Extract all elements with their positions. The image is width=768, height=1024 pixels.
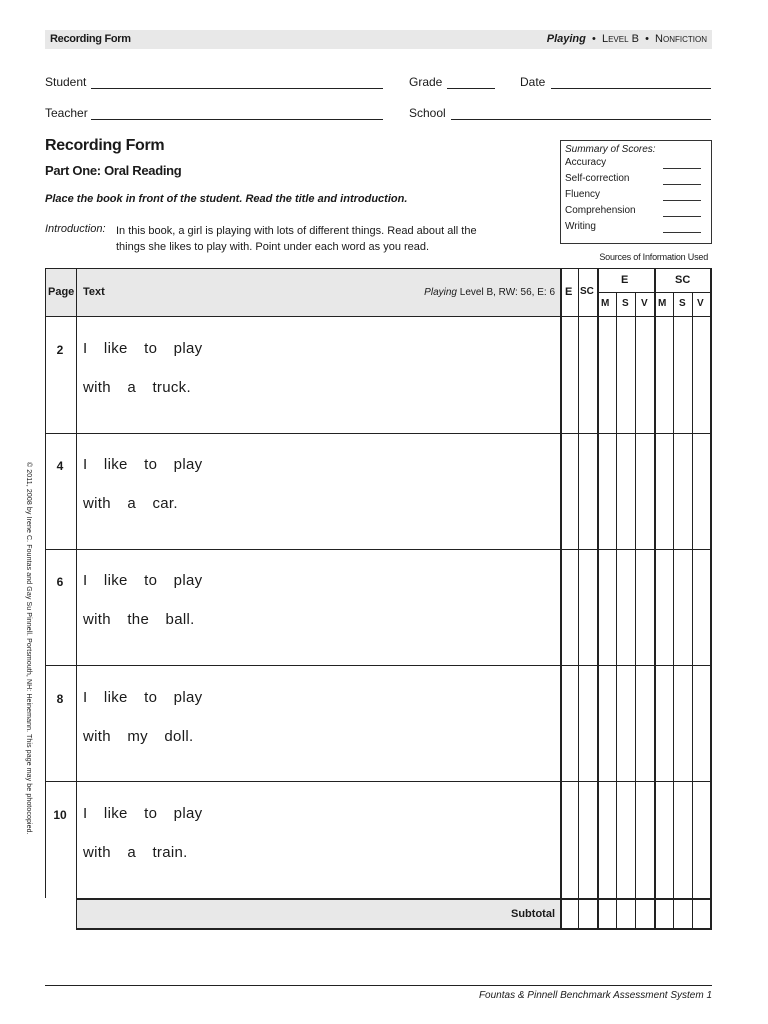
summary-row-accuracy[interactable] [565,157,707,173]
banner-genre: Nonfiction [655,33,707,45]
row-text-line: I like to play [83,340,203,357]
summary-blank[interactable] [663,216,701,217]
table-book-info [424,287,555,298]
row-page-number: 8 [56,692,64,706]
grid-line [654,268,656,929]
grid-line [45,781,712,782]
row-page-number: 4 [56,459,64,473]
summary-blank[interactable] [663,232,701,233]
row-page-number: 6 [56,575,64,589]
row-text-line: I like to play [83,572,203,589]
row-text-line: I like to play [83,805,203,822]
summary-blank[interactable] [663,184,701,185]
summary-row-writing[interactable] [565,221,707,237]
page-title: Recording Form [45,137,165,154]
row-text-line: I like to play [83,456,203,473]
grid-line [45,316,712,317]
subtotal-background [76,898,560,929]
footer-text: Fountas & Pinnell Benchmark Assessment System 1 [478,990,712,1001]
grid-line [578,268,579,929]
introduction-text: In this book, a girl is playing with lots of different things. Read about all the things she likes to play with. Point under each word as you read. [116,225,477,253]
instruction-text: Place the book in front of the student. Read the title and introduction. [45,193,408,205]
msv-header-s: S [679,298,686,309]
student-label: Student [45,75,87,89]
col-header-e: E [565,286,573,298]
grid-line [692,292,693,929]
table-book-details: Level B, RW: 56, E: 6 [459,287,555,298]
grid-line [710,268,712,929]
footer-divider [45,985,712,986]
col-header-page: Page [48,286,75,298]
summary-row-fluency[interactable] [565,189,707,205]
teacher-field[interactable] [91,106,383,120]
student-grade-date-row [45,75,712,93]
banner-book-info [547,33,707,45]
banner-book-title: Playing [546,33,586,45]
grid-line [673,292,674,929]
date-field[interactable] [551,75,711,89]
date-label: Date [520,75,546,89]
grid-line [616,292,617,929]
grid-line [45,549,712,550]
grid-line [45,665,712,666]
summary-label: Fluency [565,189,601,200]
summary-row-self-correction[interactable] [565,173,707,189]
group-header-e: E [621,274,629,286]
school-label: School [409,106,446,120]
row-text-line: with a car. [83,495,178,512]
summary-label: Accuracy [565,157,607,168]
row-text-line: I like to play [83,689,203,706]
summary-row-comprehension[interactable] [565,205,707,221]
col-header-text: Text [83,286,105,298]
table-book-title: Playing [424,287,457,298]
banner-form-label: Recording Form [50,33,131,45]
copyright-notice: © 2011, 2008 by Irene C. Fountas and Gay Su Pinnell. Portsmouth, NH: Heinemann. This page may be photocopied. [25,462,32,835]
grid-line [45,433,712,434]
grid-line [76,268,77,929]
msv-header-v: V [641,298,648,309]
teacher-school-row [45,106,712,124]
grade-field[interactable] [447,75,495,89]
summary-label: Self-correction [565,173,630,184]
part-heading: Part One: Oral Reading [45,163,182,178]
row-text-line: with a train. [83,844,188,861]
grid-line [560,268,562,929]
grid-line [45,268,712,269]
summary-label: Comprehension [565,205,636,216]
banner-level: Level B [601,33,639,45]
grid-line [635,292,636,929]
top-banner [45,30,712,49]
group-header-sc: SC [675,274,691,286]
msv-header-m: M [601,298,610,309]
msv-header-s: S [622,298,629,309]
sources-label: Sources of Information Used [599,252,708,262]
introduction-label: Introduction: [45,223,106,235]
summary-blank[interactable] [663,200,701,201]
student-field[interactable] [91,75,383,89]
row-page-number: 2 [56,343,64,357]
reading-record-table [45,268,712,929]
banner-bullet-2: • [645,33,649,45]
row-text-line: with a truck. [83,379,191,396]
subtotal-label: Subtotal [511,908,555,920]
msv-header-m: M [658,298,667,309]
banner-bullet-1: • [591,33,596,45]
row-text-line: with the ball. [83,611,195,628]
summary-label: Writing [565,221,596,232]
summary-of-scores-box [560,140,712,244]
grade-label: Grade [409,75,443,89]
grid-line [597,268,599,929]
row-page-number: 10 [53,808,67,822]
col-header-sc: SC [580,286,594,297]
summary-blank[interactable] [663,168,701,169]
row-text-line: with my doll. [83,728,194,745]
teacher-label: Teacher [45,106,88,120]
school-field[interactable] [451,106,711,120]
summary-title: Summary of Scores: [565,144,656,155]
msv-header-v: V [697,298,704,309]
